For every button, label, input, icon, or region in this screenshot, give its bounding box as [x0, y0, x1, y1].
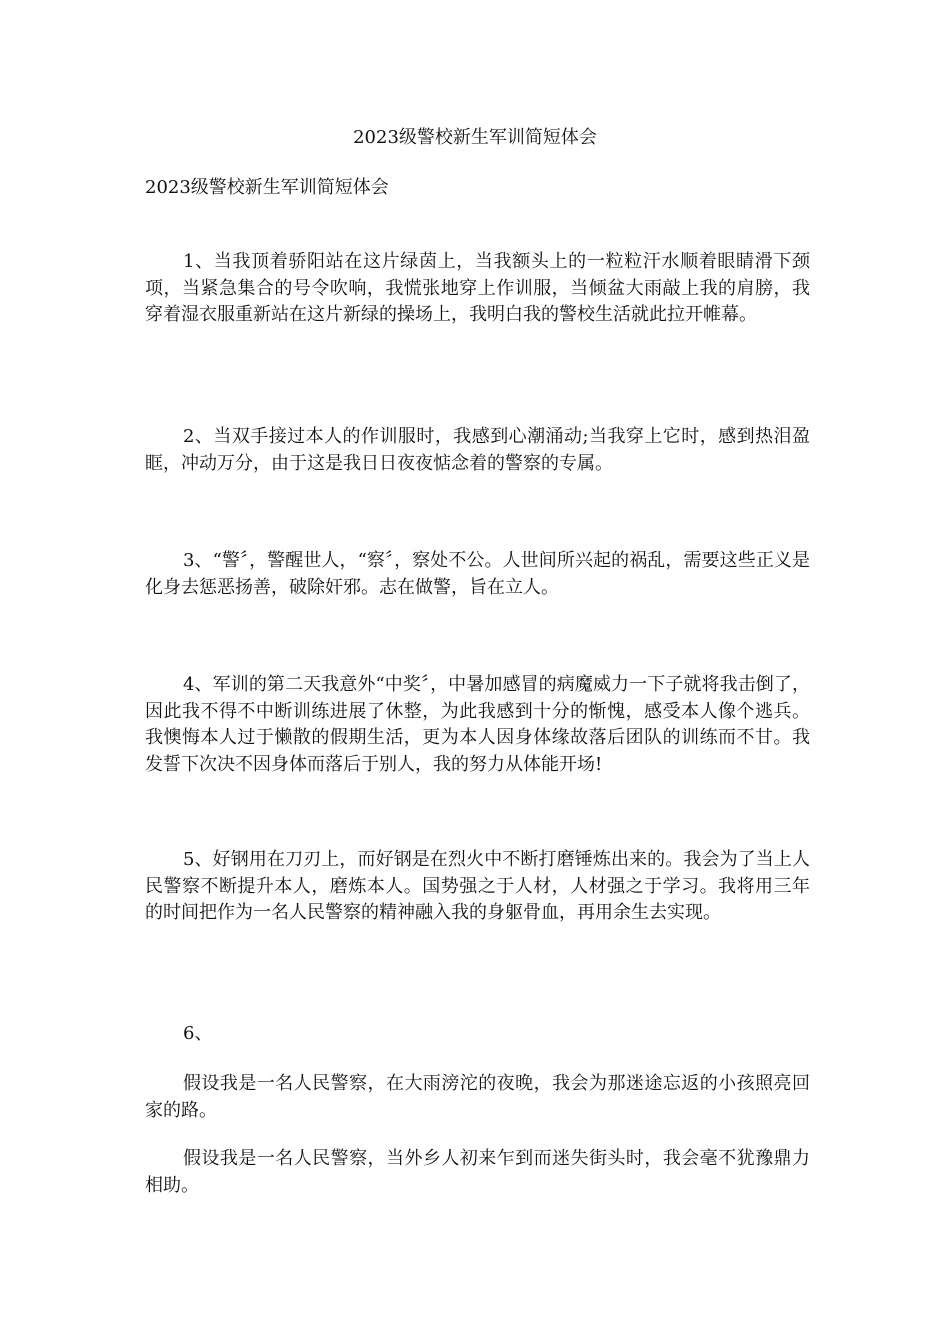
- paragraph-4: 4、军训的第二天我意外“中奖〞，中暑加感冒的病魔威力一下子就将我击倒了，因此我不得不中断训练进展了休整，为此我感到十分的惭愧，感受本人像个逃兵。我懊悔本人过于懒散的假期生活，更为本人因身体缘故落后团队的训练而不甘。我发誓下次决不因身体而落后于别人，我的努力从体能开场!: [145, 674, 810, 775]
- paragraph-1: 1、当我顶着骄阳站在这片绿茵上，当我额头上的一粒粒汗水顺着眼睛滑下颈项，当紧急集合的号令吹响，我慌张地穿上作训服，当倾盆大雨敲上我的肩膀，我穿着湿衣服重新站在这片新绿的操场上，我明白我的警校生活就此拉开帷幕。: [145, 251, 810, 325]
- paragraph-6: 6、: [183, 1023, 213, 1044]
- paragraph-8: 假设我是一名人民警察，当外乡人初来乍到而迷失街头时，我会毫不犹豫鼎力相助。: [145, 1148, 810, 1196]
- paragraph-3: 3、“警〞，警醒世人，“察〞，察处不公。人世间所兴起的祸乱，需要这些正义是化身去惩恶扬善，破除奸邪。志在做警，旨在立人。: [145, 550, 810, 598]
- paragraph-5: 5、好钢用在刀刃上，而好钢是在烈火中不断打磨锤炼出来的。我会为了当上人民警察不断提升本人，磨炼本人。国势强之于人材，人材强之于学习。我将用三年的时间把作为一名人民警察的精神融入我的身躯骨血，再用余生去实现。: [145, 849, 810, 923]
- document-title: 2023级警校新生军训简短体会: [353, 127, 597, 148]
- document-subtitle: 2023级警校新生军训简短体会: [145, 177, 389, 198]
- paragraph-2: 2、当双手接过本人的作训服时，我感到心潮涌动;当我穿上它时，感到热泪盈眶，冲动万分，由于这是我日日夜夜惦念着的警察的专属。: [145, 426, 810, 474]
- paragraph-7: 假设我是一名人民警察，在大雨滂沱的夜晚，我会为那迷途忘返的小孩照亮回家的路。: [145, 1073, 810, 1121]
